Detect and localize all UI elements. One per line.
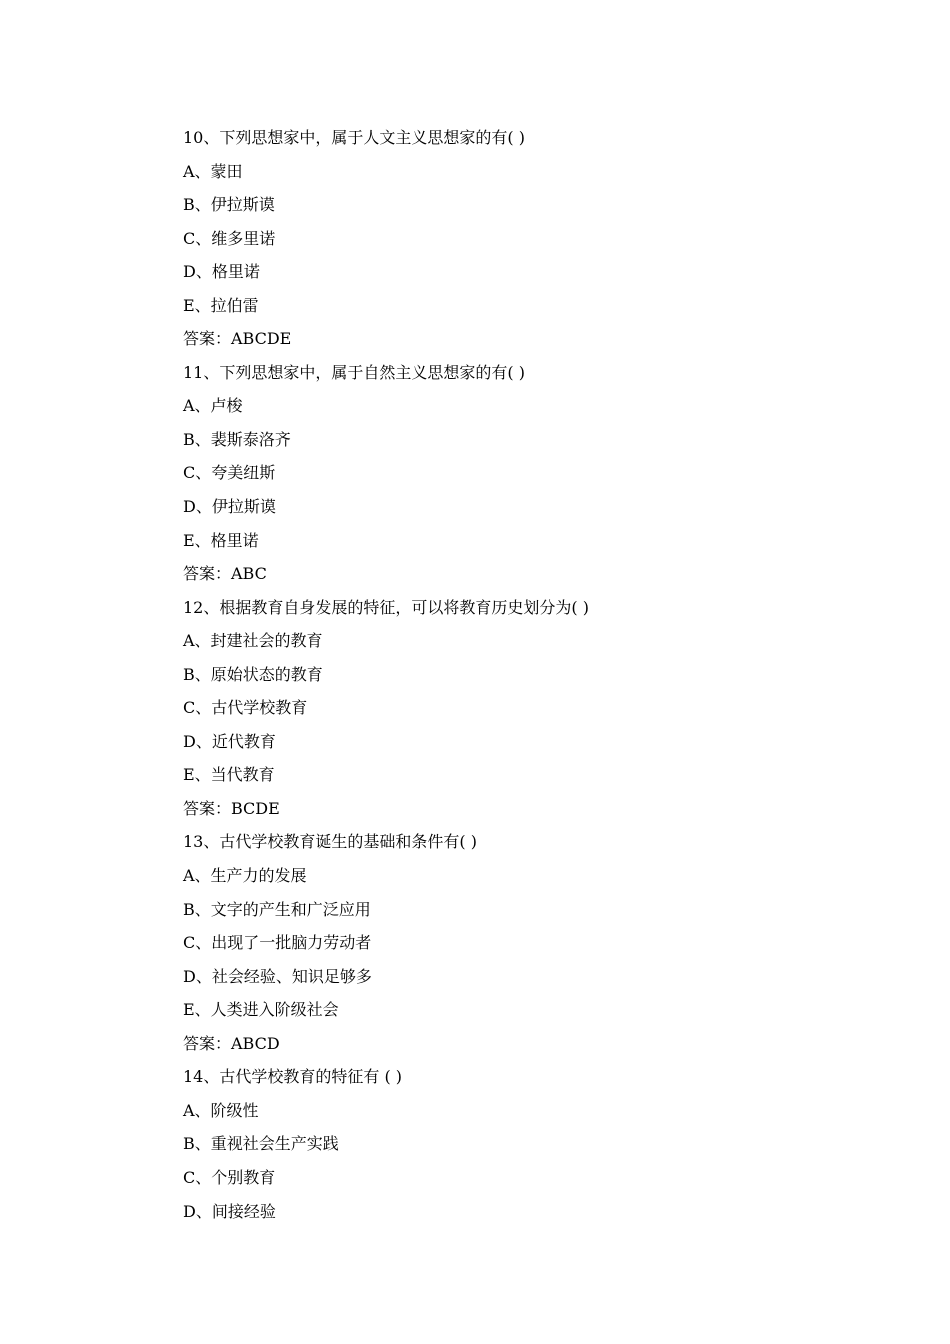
question-14-option-b: B、重视社会生产实践: [183, 1134, 339, 1154]
question-11-answer: 答案：ABC: [183, 564, 267, 584]
question-12-option-b: B、原始状态的教育: [183, 664, 323, 684]
question-12-answer: 答案：BCDE: [183, 798, 280, 818]
question-14-option-c: C、个别教育: [183, 1167, 276, 1187]
question-12-option-a: A、封建社会的教育: [183, 631, 323, 651]
question-13-option-d: D、社会经验、知识足够多: [183, 966, 372, 986]
question-13-option-b: B、文字的产生和广泛应用: [183, 899, 371, 919]
question-11-option-e: E、格里诺: [183, 530, 259, 550]
question-13-option-e: E、人类进入阶级社会: [183, 1000, 339, 1020]
question-12-option-c: C、古代学校教育: [183, 698, 308, 718]
question-11-option-b: B、裴斯泰洛齐: [183, 429, 291, 449]
question-13-stem: 13、古代学校教育诞生的基础和条件有( ): [183, 832, 477, 852]
question-13-option-c: C、出现了一批脑力劳动者: [183, 933, 372, 953]
question-11-option-c: C、夸美纽斯: [183, 463, 276, 483]
question-14-stem: 14、古代学校教育的特征有 ( ): [183, 1067, 403, 1087]
question-10-option-a: A、蒙田: [183, 161, 243, 181]
question-11-stem: 11、下列思想家中，属于自然主义思想家的有( ): [183, 362, 525, 382]
question-12-option-e: E、当代教育: [183, 765, 275, 785]
question-10-answer: 答案：ABCDE: [183, 329, 292, 349]
question-13-option-a: A、生产力的发展: [183, 866, 307, 886]
question-10-option-d: D、格里诺: [183, 262, 260, 282]
question-11-option-d: D、伊拉斯谟: [183, 497, 276, 517]
question-10-option-b: B、伊拉斯谟: [183, 195, 275, 215]
question-12-stem: 12、根据教育自身发展的特征，可以将教育历史划分为( ): [183, 597, 589, 617]
question-10-stem: 10、下列思想家中，属于人文主义思想家的有( ): [183, 128, 525, 147]
question-10-option-e: E、拉伯雷: [183, 295, 259, 315]
question-13-answer: 答案：ABCD: [183, 1033, 280, 1053]
question-11-option-a: A、卢梭: [183, 396, 243, 416]
question-14-option-a: A、阶级性: [183, 1100, 259, 1120]
question-10-option-c: C、维多里诺: [183, 228, 276, 248]
question-12-option-d: D、近代教育: [183, 731, 276, 751]
question-list: [183, 126, 903, 1233]
question-14-option-d: D、间接经验: [183, 1201, 276, 1221]
